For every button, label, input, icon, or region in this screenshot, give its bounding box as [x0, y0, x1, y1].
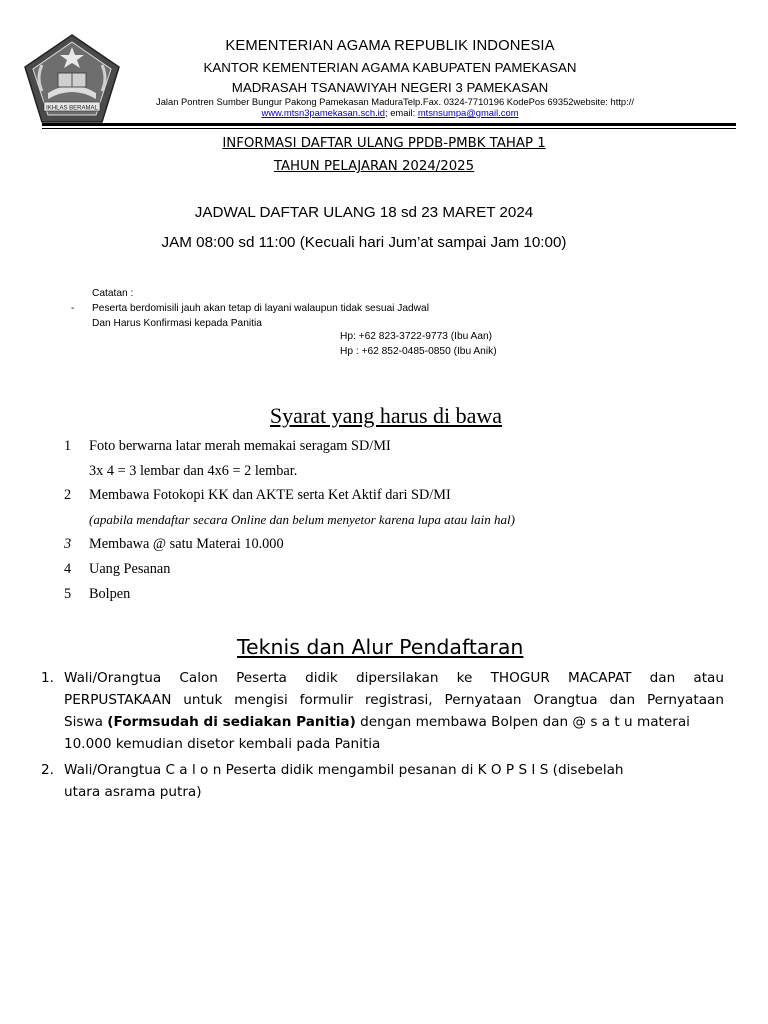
ministry-emblem-logo	[22, 33, 122, 125]
requirement-number: 1	[64, 438, 72, 454]
requirement-text: Bolpen	[89, 586, 131, 602]
requirement-number: 2	[64, 487, 72, 503]
requirement-text: Uang Pesanan	[89, 561, 171, 577]
header-contact-line	[120, 107, 660, 118]
header-office-name: KANTOR KEMENTERIAN AGAMA KABUPATEN PAMEKASAN	[203, 60, 577, 75]
website-link[interactable]: www.mtsn3pamekasan.sch.id	[261, 107, 385, 118]
step-1-line-1: Wali/Orangtua Calon Peserta didik dipersilakan ke THOGUR MACAPAT dan atau	[64, 670, 724, 686]
step-1-line-3	[64, 714, 724, 730]
notes-line-1: Peserta berdomisili jauh akan tetap di layani walaupun tidak sesuai Jadwal	[92, 303, 429, 314]
requirement-text: Foto berwarna latar merah memakai seragam SD/MI	[89, 438, 391, 454]
requirement-number: 3	[64, 536, 72, 552]
header-divider-thick	[42, 123, 736, 126]
info-year: TAHUN PELAJARAN 2024/2025	[273, 159, 475, 174]
info-title: INFORMASI DAFTAR ULANG PPDB-PMBK TAHAP 1	[222, 136, 546, 151]
step-number: 2.	[41, 762, 54, 778]
header-address: Jalan Pontren Sumber Bungur Pakong Pamekasan MaduraTelp.Fax. 0324-7710196 KodePos 69352website: http://	[156, 96, 634, 107]
requirement-number: 5	[64, 586, 72, 602]
header-ministry-name: KEMENTERIAN AGAMA REPUBLIK INDONESIA	[225, 38, 555, 54]
logo-motto: IKHLAS BERAMAL	[46, 105, 98, 112]
contact-phone-2: Hp : +62 852-0485-0850 (Ibu Anik)	[340, 346, 497, 357]
schedule-hours: JAM 08:00 sd 11:00 (Kecuali hari Jum’at sampai Jam 10:00)	[161, 234, 567, 251]
notes-label: Catatan :	[92, 288, 134, 299]
requirement-subtext: 3x 4 = 3 lembar dan 4x6 = 2 lembar.	[89, 463, 298, 479]
step-1-line-2: PERPUSTAKAAN untuk mengisi formulir registrasi, Pernyataan Orangtua dan Pernyataan	[64, 692, 724, 708]
email-link[interactable]: mtsnsumpa@gmail.com	[417, 107, 519, 118]
step-1-bold-note: (Formsudah di sediakan Panitia)	[107, 714, 356, 730]
header-divider-thin	[42, 128, 736, 129]
requirement-text: Membawa @ satu Materai 10.000	[89, 536, 284, 552]
email-prefix: ; email:	[384, 107, 418, 118]
notes-line-2: Dan Harus Konfirmasi kepada Panitia	[92, 318, 262, 329]
procedure-title: Teknis dan Alur Pendaftaran	[237, 635, 524, 659]
step-number: 1.	[41, 670, 54, 686]
step-1-line-3-end: dengan membawa Bolpen dan @ s a t u materai	[355, 714, 690, 730]
step-1-line-4: 10.000 kemudian disetor kembali pada Panitia	[64, 736, 381, 752]
schedule-dates: JADWAL DAFTAR ULANG 18 sd 23 MARET 2024	[194, 204, 534, 221]
contact-phone-1: Hp: +62 823-3722-9773 (Ibu Aan)	[340, 331, 493, 342]
requirement-number: 4	[64, 561, 72, 577]
step-2-line-1: Wali/Orangtua C a l o n Peserta didik mengambil pesanan di K O P S I S (disebelah	[64, 762, 624, 778]
notes-bullet: -	[71, 303, 75, 314]
step-1-line-3-start: Siswa	[64, 714, 108, 730]
requirements-title: Syarat yang harus di bawa	[269, 403, 503, 428]
requirement-text: Membawa Fotokopi KK dan AKTE serta Ket Aktif dari SD/MI	[89, 487, 451, 503]
requirement-subtext: (apabila mendaftar secara Online dan belum menyetor karena lupa atau lain hal)	[89, 512, 515, 527]
step-2-line-2: utara asrama putra)	[64, 784, 202, 800]
header-school-name: MADRASAH TSANAWIYAH NEGERI 3 PAMEKASAN	[231, 80, 549, 95]
